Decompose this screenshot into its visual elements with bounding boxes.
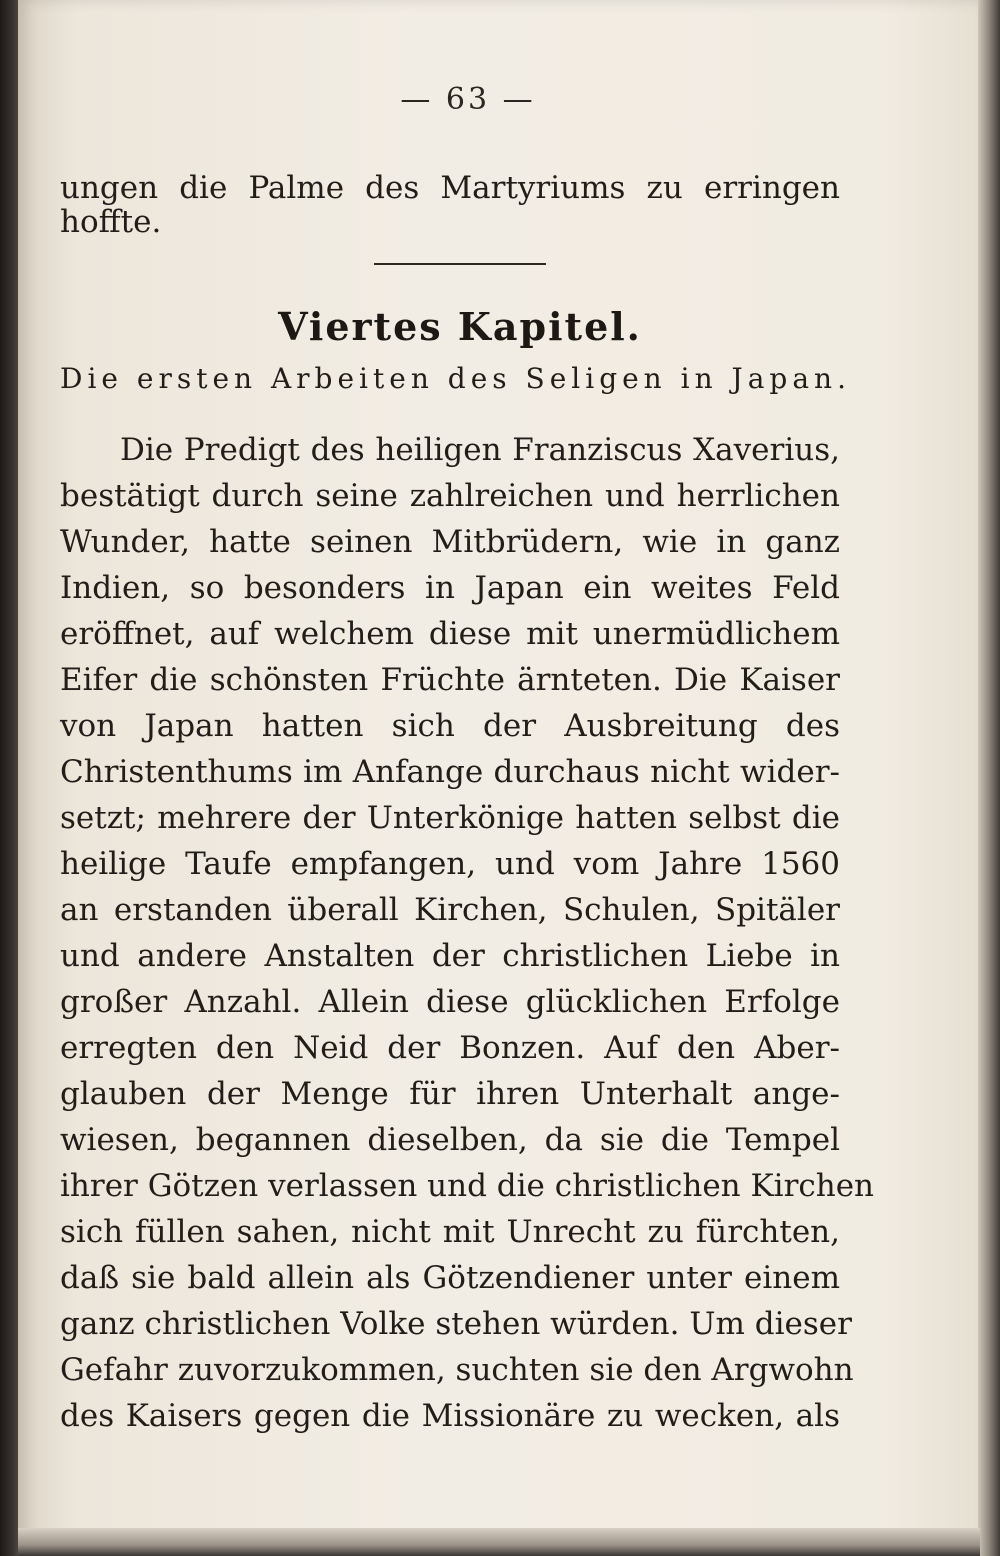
text-line: heilige Taufe empfangen, und vom Jahre 1560 bbox=[60, 846, 840, 882]
text-line: daß sie bald allein als Götzendiener unter einem bbox=[60, 1260, 840, 1296]
text-line: bestätigt durch seine zahlreichen und herrlichen bbox=[60, 478, 840, 514]
text-line: glauben der Menge für ihren Unterhalt ange- bbox=[60, 1076, 840, 1112]
text-line: Die Predigt des heiligen Franziscus Xaverius, bbox=[120, 432, 840, 468]
text-line: Indien, so besonders in Japan ein weites Feld bbox=[60, 570, 840, 606]
page-number: — 63 — bbox=[400, 82, 536, 117]
text-line: erregten den Neid der Bonzen. Auf den Aber- bbox=[60, 1030, 840, 1066]
text-line: ihrer Götzen verlassen und die christlichen Kirchen bbox=[60, 1168, 875, 1204]
chapter-subtitle: Die ersten Arbeiten des Seligen in Japan. bbox=[60, 362, 851, 395]
text-line: wiesen, begannen dieselben, da sie die Tempel bbox=[60, 1122, 840, 1158]
text-line: und andere Anstalten der christlichen Liebe in bbox=[60, 938, 840, 974]
text-line: großer Anzahl. Allein diese glücklichen Erfolge bbox=[60, 984, 840, 1020]
text-line: setzt; mehrere der Unterkönige hatten selbst die bbox=[60, 800, 840, 836]
text-line: ungen die Palme des Martyriums zu erringen bbox=[60, 170, 840, 206]
section-divider bbox=[374, 263, 546, 265]
text-line: des Kaisers gegen die Missionäre zu wecken, als bbox=[60, 1398, 840, 1434]
text-line: von Japan hatten sich der Ausbreitung des bbox=[60, 708, 840, 744]
text-line: sich füllen sahen, nicht mit Unrecht zu fürchten, bbox=[60, 1214, 840, 1250]
text-line: Wunder, hatte seinen Mitbrüdern, wie in ganz bbox=[60, 524, 840, 560]
text-line: Christenthums im Anfange durchaus nicht wider- bbox=[60, 754, 840, 790]
text-line: ganz christlichen Volke stehen würden. Um dieser bbox=[60, 1306, 852, 1342]
page-edge-bottom bbox=[18, 1528, 980, 1556]
chapter-title: Viertes Kapitel. bbox=[278, 304, 642, 349]
text-line: Eifer die schönsten Früchte ärnteten. Die Kaiser bbox=[60, 662, 840, 698]
text-line: hoffte. bbox=[60, 204, 162, 240]
text-line: Gefahr zuvorzukommen, suchten sie den Argwohn bbox=[60, 1352, 854, 1388]
text-line: an erstanden überall Kirchen, Schulen, Spitäler bbox=[60, 892, 840, 928]
text-line: eröffnet, auf welchem diese mit unermüdlichem bbox=[60, 616, 840, 652]
page-edge-right bbox=[978, 0, 1000, 1556]
